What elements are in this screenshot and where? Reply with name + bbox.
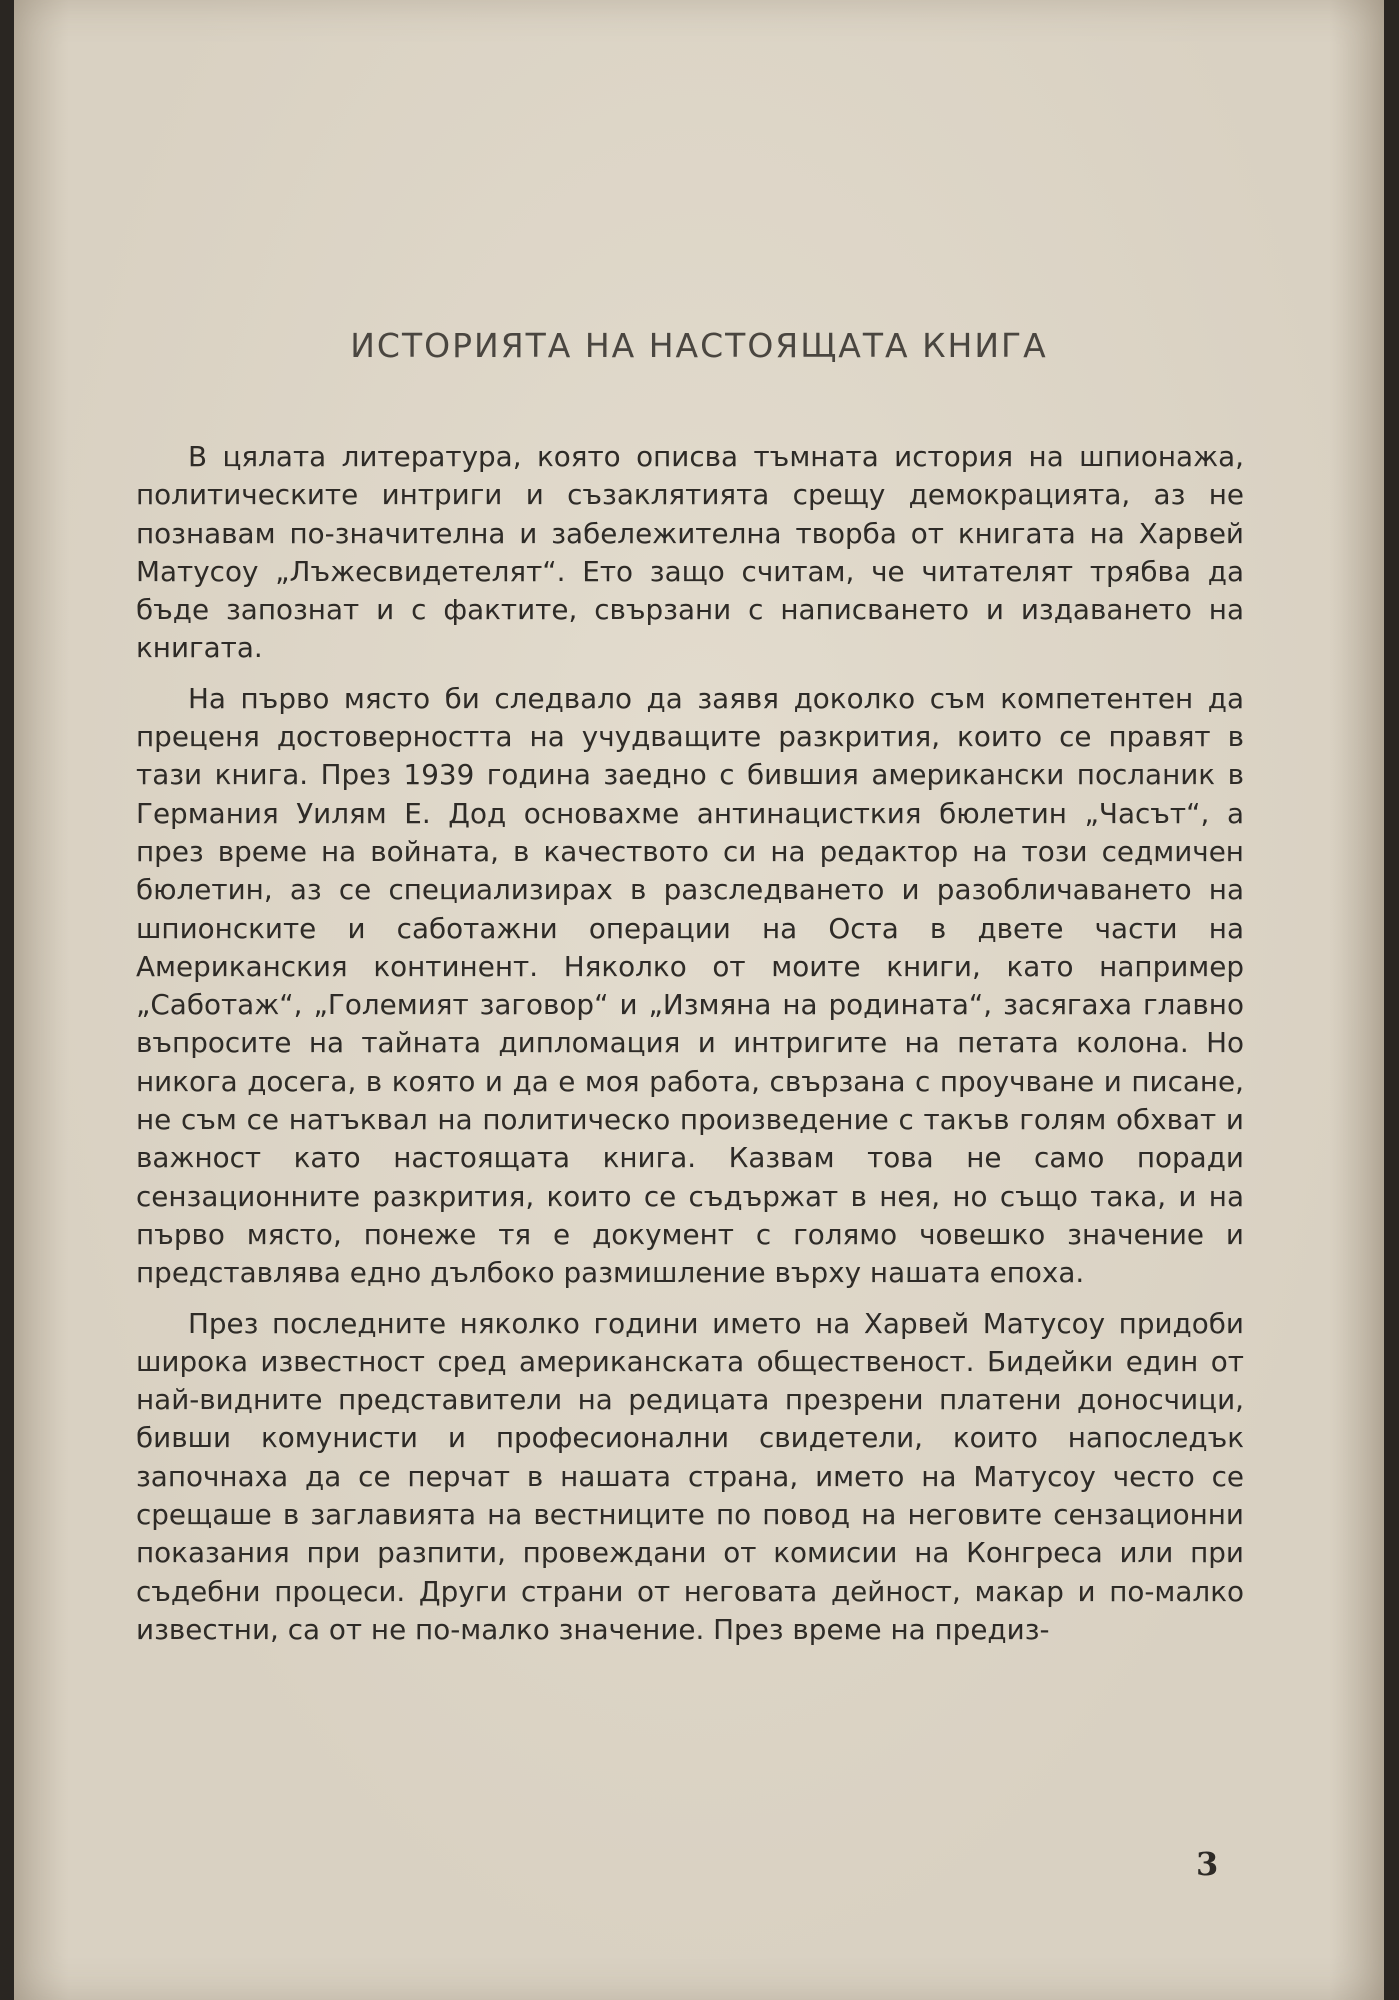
body-text (136, 438, 1244, 1661)
paragraph-1: В цялата литература, която описва тъмната история на шпионажа, политическите интриги и съзаклятията срещу демокрацията, аз не познавам по-значителна и забележителна творба от книгата на Харвей Матусоу „Лъжесвидетелят“. Ето защо считам, че читателят трябва да бъде запознат и с фактите, свързани с написването и издаването на книгата. (136, 440, 1244, 665)
page-number: 3 (1196, 1845, 1219, 1883)
book-page (14, 0, 1384, 2000)
page-title: ИСТОРИЯТА НА НАСТОЯЩАТА КНИГА (350, 326, 1048, 365)
paragraph-2: На първо място би следвало да заявя доколко съм компетентен да преценя достоверността на учудващите разкрития, които се правят в тази книга. През 1939 година заедно с бившия американски посланик в Германия Уилям Е. Дод основахме антинацисткия бюлетин „Часът“, а през време на войната, в качеството си на редактор на този седмичен бюлетин, аз се специализирах в разследването и разобличаването на шпионските и саботажни операции на Оста в двете части на Американския континент. Няколко от моите книги, като например „Саботаж“, „Големият заговор“ и „Измяна на родината“, засягаха главно въпросите на тайната дипломация и интригите на петата колона. Но никога досега, в която и да е моя работа, свързана с проучване и писане, не съм се натъквал на политическо произведение с такъв голям обхват и важност като настоящата книга. Казвам това не само поради сензационните разкрития, които се съдържат в нея, но също така, и на първо място, понеже тя е документ с голямо човешко значение и представлява едно дълбоко размишление върху нашата епоха. (136, 681, 1244, 1290)
paragraph-3: През последните няколко години името на Харвей Матусоу придоби широка известност сред американската общественост. Бидейки един от най-видните представители на редицата презрени платени доносчици, бивши комунисти и професионални свидетели, които напоследък започнаха да се перчат в нашата страна, името на Матусоу често се срещаше в заглавията на вестниците по повод на неговите сензационни показания при разпити, провеждани от комисии на Конгреса или при съдебни процеси. Други страни от неговата дейност, макар и по-малко известни, са от не по-малко значение. През време на предиз- (136, 1306, 1244, 1646)
